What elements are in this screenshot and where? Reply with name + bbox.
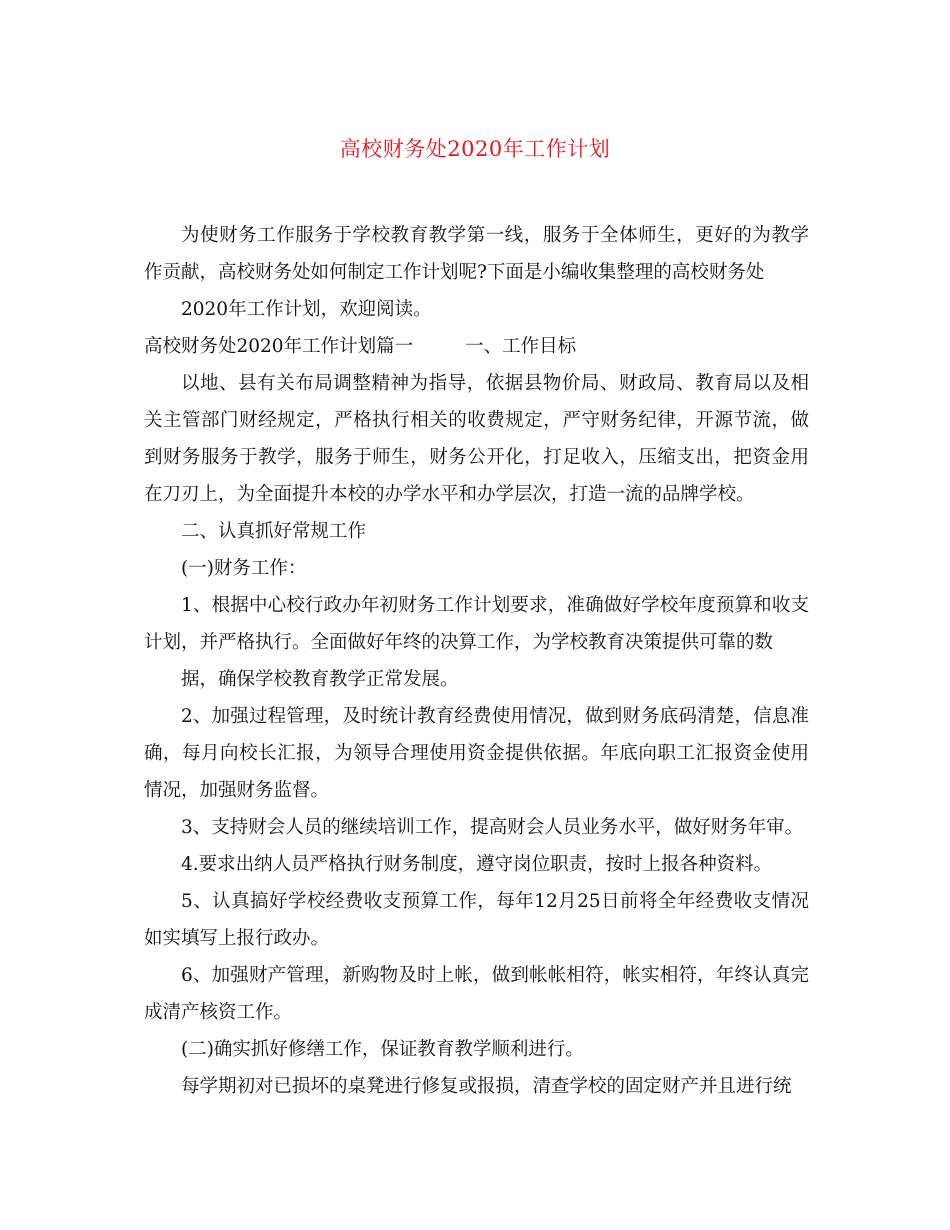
document-body xyxy=(144,217,809,1105)
finance-item-1-text: 1、根据中心校行政办年初财务工作计划要求，准确做好学校年度预算和收支计划，并严格执行。全面做好年终的决算工作，为学校教育决策提供可靠的数 xyxy=(144,595,809,653)
finance-item-4: 4.要求出纳人员严格执行财务制度，遵守岗位职责，按时上报各种资料。 xyxy=(181,854,773,875)
document-title: 高校财务处2020年工作计划 xyxy=(339,137,611,161)
goal-paragraph: 以地、县有关布局调整精神为指导，依据县物价局、财政局、教育局以及相关主管部门财经规定，严格执行相关的收费规定，严守财务纪律，开源节流，做到财务服务于教学，服务于师生，财务公开化，打足收入，压缩支出，把资金用在刀刃上，为全面提升本校的办学水平和办学层次，打造一流的品牌学校。 xyxy=(144,373,809,505)
finance-item-5: 5、认真搞好学校经费收支预算工作，每年12月25日前将全年经费收支情况如实填写上报行政办。 xyxy=(144,891,809,949)
section-heading: 高校财务处2020年工作计划篇一 xyxy=(144,336,414,357)
intro-paragraph xyxy=(144,217,809,328)
finance-item-6: 6、加强财产管理，新购物及时上帐，做到帐帐相符，帐实相符，年终认真完成清产核资工作。 xyxy=(144,965,809,1023)
section-heading-line xyxy=(144,328,809,365)
routine-heading: 二、认真抓好常规工作 xyxy=(181,521,367,542)
finance-item-1 xyxy=(144,587,809,698)
intro-end-text: 2020年工作计划，欢迎阅读。 xyxy=(181,299,432,320)
finance-subheading: (一)财务工作： xyxy=(181,558,307,579)
finance-item-2: 2、加强过程管理，及时统计教育经费使用情况，做到财务底码清楚，信息准确，每月向校长汇报，为领导合理使用资金提供依据。年底向职工汇报资金使用情况，加强财务监督。 xyxy=(144,706,809,801)
intro-text: 为使财务工作服务于学校教育教学第一线，服务于全体师生，更好的为教学作贡献，高校财务处如何制定工作计划呢?下面是小编收集整理的高校财务处 xyxy=(144,225,809,283)
finance-item-1-end-text: 据，确保学校教育教学正常发展。 xyxy=(181,669,459,690)
repair-subheading: (二)确实抓好修缮工作，保证教育教学顺利进行。 xyxy=(181,1039,584,1060)
finance-item-3: 3、支持财会人员的继续培训工作，提高财会人员业务水平，做好财务年审。 xyxy=(181,817,804,838)
repair-paragraph: 每学期初对已损坏的桌凳进行修复或报损，清查学校的固定财产并且进行统 xyxy=(181,1076,792,1097)
section-item-heading: 一、工作目标 xyxy=(465,336,577,357)
